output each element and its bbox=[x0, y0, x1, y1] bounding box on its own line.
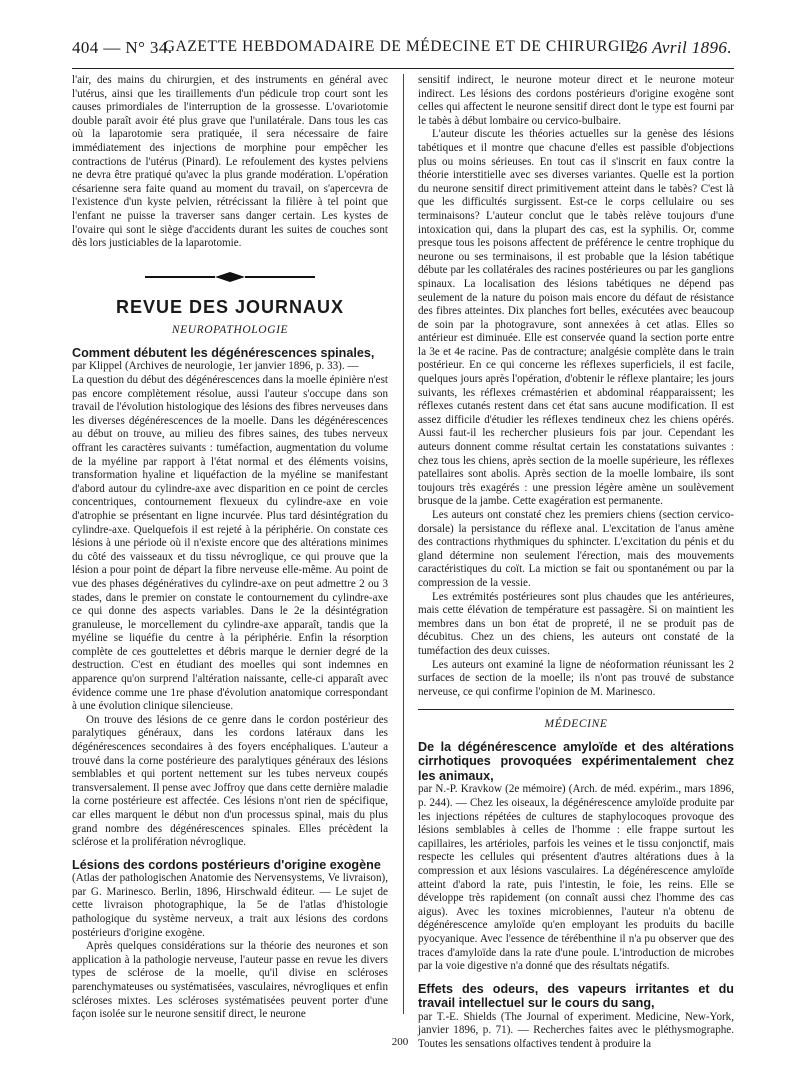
section-title: REVUE DES JOURNAUX bbox=[115, 296, 345, 317]
running-header bbox=[72, 38, 732, 62]
right-column bbox=[418, 74, 734, 1052]
journal-title: GAZETTE HEBDOMADAIRE DE MÉDECINE ET DE CHIRURGIE. bbox=[163, 38, 641, 55]
article-body-klippel-2: On trouve des lésions de ce genre dans le cordon postérieur des paralytiques généraux, dans les cordons latéraux dans les dégénérescences secondaires à des foyers encéphaliques. L'auteur a trouvé dans la corne postérieure des paralytiques généraux des lésions semblables et qui portent nettement sur les tubes nerveux coupés transversalement. Il pense avec Joffroy que dans cette dernière maladie la corne postérieure est affectée. Ces lésions n'ont rien de spécifique, car elles marquent le début non d'un processus spinal, mais du plus grand nombre des dégénérescences spinales. Elles précèdent la sclérose et la prolifération névroglique. bbox=[72, 713, 388, 849]
article-body-kravkow: par N.-P. Kravkow (2e mémoire) (Arch. de méd. expérim., mars 1896, p. 244). — Chez les oiseaux, la dégénérescence amyloïde produite par les injections répétées de cultures de staphylocoques provoque des lésions semblables à celles de l'homme : elle frappe surtout les capillaires, les artérioles, parfois les veines et le tissu conjonctif, mais respecte les cellules qui présentent d'autres altérations dues à la compression et aux lésions vasculaires. La dégénérescence amyloïde atteint d'abord la rate, puis l'intestin, le foie, les reins. Elle se développe très rapidement (on connaît aussi chez l'homme des cas aigus). Avec les toxines microbiennes, l'auteur n'a obtenu de dégénérescence amyloïde qu'en employant les produits du bacille pyocyanique. Avec l'essence de térébenthine il n'a pu observer que des traces d'amyloïde dans la rate d'une poule. L'introduction de microbes par la voie digestive n'a donné que des résultats négatifs. bbox=[418, 783, 734, 973]
article-body-shields: par T.-E. Shields (The Journal of experiment. Medicine, New-York, janvier 1896, p. 71). — Recherches faites avec le pléthysmographe. Toutes les sensations olfactives tendent à produire la bbox=[418, 1010, 734, 1050]
continued-paragraph: sensitif indirect, le neurone moteur direct et le neurone moteur indirect. Les lésions des cordons postérieurs d'origine exogène sont celles qui affectent le neurone sensitif direct dont le type est fourni par le tabès à début lombaire ou cervico-bulbaire. bbox=[418, 74, 734, 127]
header-rule bbox=[72, 68, 734, 69]
subsection-medecine: MÉDECINE bbox=[544, 718, 608, 731]
paragraph-reflexes: Les auteurs ont constaté chez les premiers chiens (section cervico-dorsale) la persistance du réflexe anal. L'excitation de l'anus amène des contractions rhythmiques du sphincter. L'excitation du pénis et du gland détermine non seulement l'érection, mais des mouvements caractéristiques du coït. La miction se fait ou spontanément ou par la compression de la vessie. bbox=[418, 509, 734, 589]
section-rule bbox=[418, 709, 734, 710]
article-title-kravkow: De la dégénérescence amyloïde et des altérations cirrhotiques provoquées expérimentalement chez les animaux, bbox=[418, 739, 734, 783]
page-number: 200 bbox=[391, 1036, 409, 1048]
article-title-marinesco: Lésions des cordons postérieurs d'origine exogène bbox=[72, 857, 381, 872]
issue-date: 26 Avril 1896. bbox=[629, 38, 732, 57]
column-separator bbox=[403, 74, 404, 1014]
left-column bbox=[72, 74, 388, 1022]
paragraph-neoformation: Les auteurs ont examiné la ligne de néoformation réunissant les 2 surfaces de section de la moelle; ils n'ont pas trouvé de substance nerveuse, ce qui confirme l'opinion de M. Marinesco. bbox=[418, 658, 734, 698]
article-byline-klippel: par Klippel (Archives de neurologie, 1er janvier 1896, p. 33). — bbox=[72, 360, 359, 373]
ornament-divider-icon bbox=[145, 270, 315, 284]
intro-paragraph: l'air, des mains du chirurgien, et des instruments en général avec l'utérus, ainsi que les tiraillements d'un pédicule trop court sont les causes primordiales de l'interruption de la grossesse. L'ovariotomie double paraît avoir été plus grave que l'unilatérale. Dans tous les cas où la laparotomie sera pratiquée, il sera nécessaire de faire immédiatement des injections de morphine pour empêcher les contractions de l'utérus (Pinard). Le refoulement des kystes pelviens ne devra être pratiqué qu'avec la plus grande modération. L'opération césarienne sera faite quand au moment du travail, on s'apercevra de l'existence d'un kyste pelvien, rétrécissant la filière à tel point que l'enfant ne puisse la traverser sans danger certain. Les kystes de l'ovaire qui sont le siège d'accidents durant les suites de couches sont dès lors justiciables de la laparotomie. bbox=[72, 74, 388, 250]
article-body-marinesco-2: Après quelques considérations sur la théorie des neurones et son application à la pathologie nerveuse, l'auteur passe en revue les divers types de sclérose de la moelle, qu'il divise en scléroses parenchymateuses ou systématisées, vasculaires, névrogliques et enfin scléroses mixtes. Les scléroses systématisées peuvent porter d'une façon isolée sur le neurone sensitif direct, le neurone bbox=[72, 940, 388, 1021]
article-title-klippel: Comment débutent les dégénérescences spinales, bbox=[72, 345, 375, 360]
article-body-marinesco-1: (Atlas der pathologischen Anatomie des Nervensystems, Ve livraison), par G. Marinesco. Berlin, 1896, Hirschwald éditeur. — Le sujet de cette livraison photographique, la 5e de l'atlas d'histologie pathologique du système nerveux, a trait aux lésions des cordons postérieurs d'origine exogène. bbox=[72, 872, 388, 939]
paragraph-theories: L'auteur discute les théories actuelles sur la genèse des lésions tabétiques et il montre que chacune d'elles est passible d'objections plus ou moins sérieuses. En tout cas il s'inscrit en faux contre la théorie interstitielle avec ses diverses variantes. Quelle est la portion du neurone sensitif direct primitivement atteint dans le tabès? C'est là que les difficultés surgissent. Est-ce le corps cellulaire ou ses terminaisons? L'auteur conclut que le tabès relève toujours d'une intoxication qui, dans la plupart des cas, est la syphilis. Or, comme presque tous les poisons affectent de préférence le centre trophique du neurone ou ses terminaisons, il est probable que la lésion tabétique débute par les collatérales des racines postérieures ou par les ganglions spinaux. La localisation des lésions tabétiques ne dépend pas seulement de la nature du poison mais encore du défaut de résistance des fibres atteintes. Dix planches fort belles, exécutées avec beaucoup de soin par la photogravure, sont annexées à cet atlas. Elles so antérieur est diminuée. Elle est conservée quand la section porte entre la 3e et 4e racine. Pas de contracture; analgésie complète dans le train postérieur. En ce qui concerne les réflexes superficiels, il est facile, quelques jours après l'opération, d'obtenir le réflexe plantaire; les jours suivants, les réflexes crémastérien et abdominal réapparaissent; les réflexes cutanés restent dans cet état sans aucune modification. Il est assez difficile d'étudier les réflexes tendineux chez les chiens opérés. Aussi faut-il les rechercher plusieurs fois par jour. Cependant les auteurs donnent comme résultat certain les constatations suivantes : chez tous les chiens, après section de la moelle supérieure, les réflexes patellaires sont abolis. Après section de la moelle lombaire, ils sont toujours très exagérés : une pression légère amène un soulèvement brusque de la jambe. Cette exagération est permanente. bbox=[418, 128, 734, 508]
article-title-shields: Effets des odeurs, des vapeurs irritantes et du travail intellectuel sur le cours du sang, bbox=[418, 981, 734, 1011]
section-ornament bbox=[72, 257, 388, 297]
paragraph-extremities: Les extrémités postérieures sont plus chaudes que les antérieures, mais cette élévation de température est passagère. Si on maintient les membres dans un bon état de propreté, il ne se produit pas de décubitus. Chez un des chiens, les auteurs ont constaté de la tuméfaction des deux cuisses. bbox=[418, 590, 734, 657]
article-body-klippel-1: La question du début des dégénérescences dans la moelle épinière n'est pas encore complètement résolue, aussi l'auteur s'occupe dans son travail de l'évolution histologique des lésions des fibres nerveuses dans les diverses dégénérescences de la moelle. Dans les dégénérescences au début on trouve, au milieu des fibres saines, des tubes nerveux offrant les caractères suivants : tuméfaction, augmentation du volume de la myéline par rapport à l'état normal et des éléments voisins, transformation hyaline et liquéfaction de la myéline se manifestant d'abord autour du cylindre-axe avec disparition en ce point de cercles concentriques, contournement flexueux du cylindre-axe en voie d'atrophie se présentant en ligne incurvée. Plus tard désintégration du cylindre-axe. Quelquefois il est rejeté à la périphérie. On constate ces lésions à une période où il n'existe encore que des altérations minimes du côté des vaisseaux et du tissu névroglique, ce qui prouve que la lésion a pour point de départ la fibre nerveuse elle-même. Au point de vue des phases dégénératives du cylindre-axe on peut admettre 2 ou 3 stades, dans le premier on constate le contournement du cylindre-axe ce qui donne des aspects variables. Dans le 2e la désintégration granuleuse, le morcellement du cylindre-axe apparaît, tandis que la myéline se liquéfie du centre à la périphérie. Enfin la résorption complète de ces gouttelettes et débris marque le dernier degré de la destruction. C'est en étudiant des moelles qui sont indemnes en apparence qu'on surprend l'altération naissante, celle-ci apparaît avec évidence comme une 1re phase d'évolution anatomique correspondant à une évolution clinique silencieuse. bbox=[72, 374, 388, 713]
page-reference: 404 — N° 34. bbox=[72, 38, 173, 57]
subsection-neuropathologie: NEUROPATHOLOGIE bbox=[171, 324, 289, 337]
